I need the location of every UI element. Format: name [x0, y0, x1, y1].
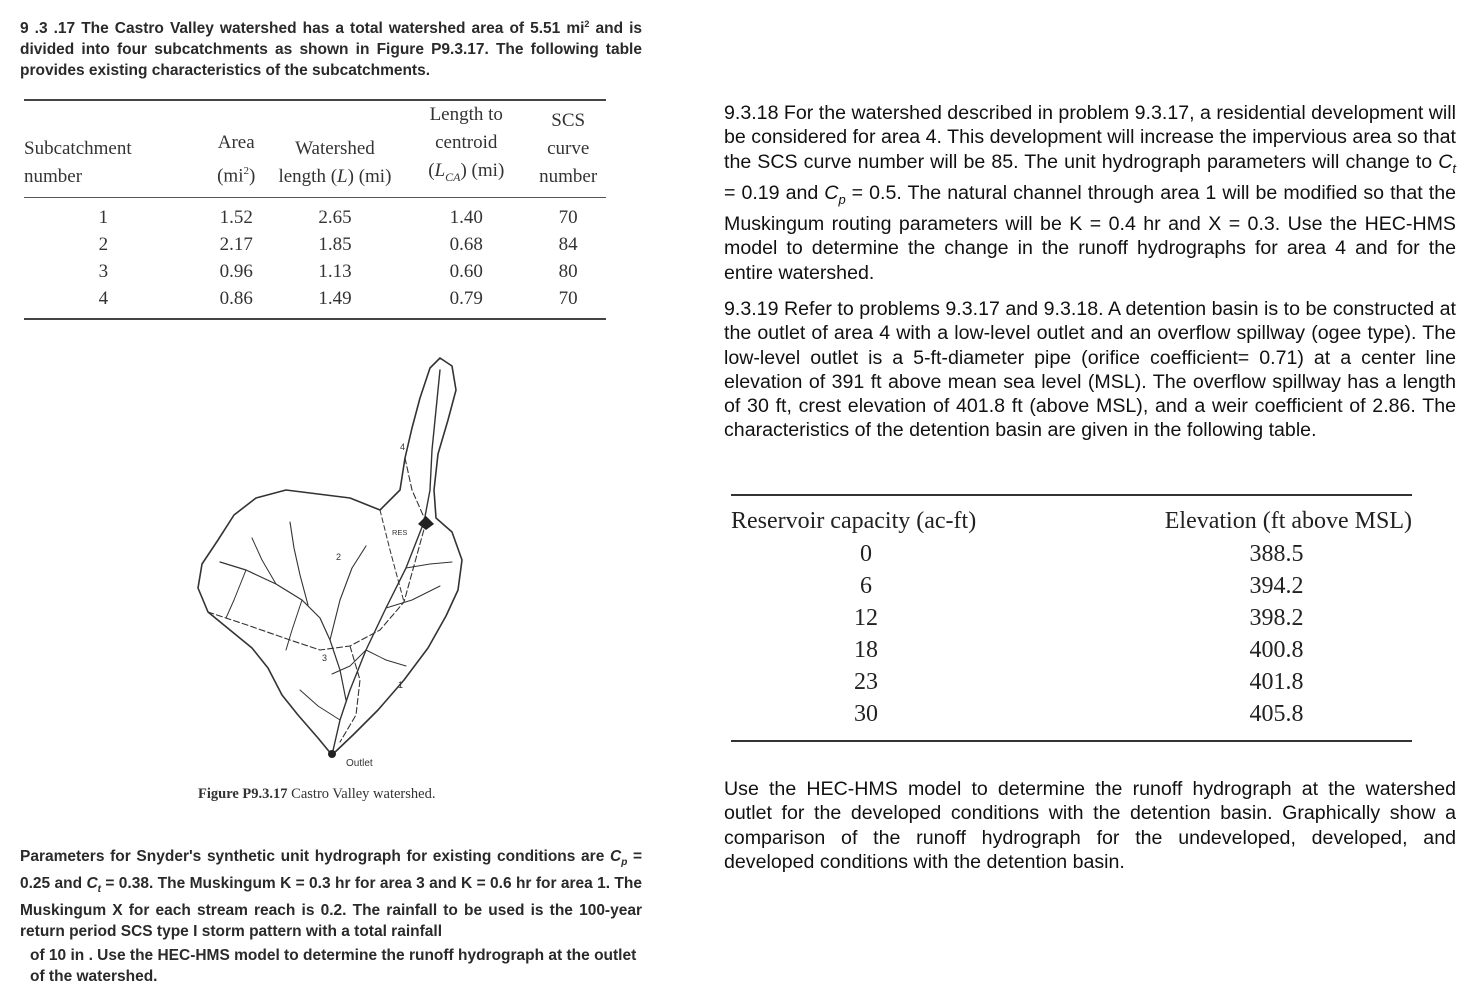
intro-text-a: 9 .3 .17 The Castro Valley watershed has a total watershed area of 5.51 mi [20, 20, 585, 38]
ct-symbol: C [86, 875, 98, 893]
header-italic: L [434, 160, 446, 181]
stream-a [252, 538, 276, 584]
subcatchment-table [24, 99, 606, 320]
cell-area: 1.52 [219, 206, 253, 228]
cell-watershed-length: 1.49 [318, 287, 352, 309]
problem-9-3-19: 9.3.19 Refer to problems 9.3.17 and 9.3.18. A detention basin is to be constructed at the outlet of area 4 with a low-level outlet and an overflow spillway (ogee type). The low-level outlet is a 5-ft-diameter pipe (orifice coefficient= 0.71) at a center line elevation of 391 ft above mean sea level (MSL). The overflow spillway has a length of 30 ft, crest elevation of 401.8 ft (above MSL), and a weir coefficient of 2.86. The characteristics of the detention basin are given in the following table. [724, 298, 1456, 442]
header-text: ) [248, 165, 256, 187]
cell-watershed-length: 2.65 [318, 206, 352, 228]
header-text: Watershed [295, 137, 375, 159]
intro-text-b: and is divided into four subcatchments as shown in Figure P9.3.17. The following table provides existing characteristics of the subcatchments. [20, 20, 642, 80]
outlet-label: Outlet [346, 758, 373, 769]
header-text: ) (mi) [460, 160, 505, 181]
header-sub: CA [445, 169, 461, 184]
header-text: curve [547, 137, 590, 159]
ct-symbol: C [1438, 150, 1453, 173]
figure-caption-id: Figure P9.3.17 [198, 786, 288, 802]
header-watershed-length [268, 101, 402, 191]
cell-subcatchment: 1 [98, 206, 109, 228]
sub-boundary-2-3 [208, 522, 426, 650]
problem-9-3-18 [724, 101, 1456, 285]
area-label-4: 4 [400, 442, 406, 452]
problem-9-3-17-task: of 10 in . Use the HEC-HMS model to determine the runoff hydrograph at the outlet of the watershed. [30, 947, 637, 985]
cell-length-to-centroid: 0.79 [449, 287, 483, 309]
area-label-1: 1 [398, 680, 404, 690]
cell-scs: 70 [558, 287, 578, 309]
header-scs [530, 101, 606, 191]
header-text: number [539, 165, 598, 187]
area-label-3: 3 [322, 653, 328, 663]
cell-capacity: 12 [854, 605, 878, 631]
cell-scs: 84 [558, 233, 578, 255]
header-elevation: Elevation (ft above MSL) [1164, 508, 1412, 534]
cell-scs: 80 [558, 260, 578, 282]
res-label: RES [392, 528, 408, 537]
stream-north [290, 522, 308, 605]
cell-length-to-centroid: 0.60 [449, 260, 483, 282]
cell-elevation: 388.5 [1249, 541, 1304, 567]
table-row [731, 698, 1412, 730]
params-text: Parameters for Snyder's synthetic unit hydrograph for existing conditions are [20, 848, 610, 865]
sub-boundary-extra [380, 510, 404, 602]
cell-capacity: 18 [854, 637, 878, 663]
ct-subscript: t [1452, 160, 1456, 176]
table-row [24, 285, 606, 312]
cell-elevation: 394.2 [1249, 573, 1304, 599]
stream-d [386, 586, 440, 608]
cp-subscript: p [621, 857, 628, 869]
cp-symbol: C [824, 181, 839, 204]
table-row [731, 538, 1412, 570]
cell-capacity: 6 [860, 573, 872, 599]
header-text: Subcatchment [24, 137, 132, 159]
table-row [731, 602, 1412, 634]
figure-caption [198, 786, 435, 803]
reservoir-marker [418, 516, 434, 530]
cell-watershed-length: 1.85 [318, 233, 352, 255]
header-text: Area [217, 132, 255, 154]
header-area [205, 101, 268, 191]
outlet-point [328, 750, 336, 758]
cell-capacity: 23 [854, 669, 878, 695]
cell-length-to-centroid: 1.40 [449, 206, 483, 228]
cell-elevation: 398.2 [1249, 605, 1304, 631]
header-text: Length to [429, 104, 503, 125]
area-label-2: 2 [336, 552, 342, 562]
header-subcatchment [24, 101, 205, 191]
cell-elevation: 405.8 [1249, 701, 1304, 727]
table-row [24, 231, 606, 258]
cell-area: 2.17 [219, 233, 253, 255]
cell-area: 0.86 [219, 287, 253, 309]
stream-west [220, 562, 346, 700]
reservoir-table [731, 494, 1412, 742]
header-text: (mi [217, 165, 244, 187]
sub-boundary-4 [405, 458, 426, 522]
cell-capacity: 30 [854, 701, 878, 727]
cell-length-to-centroid: 0.68 [449, 233, 483, 255]
ct-subscript: t [97, 884, 102, 896]
watershed-figure [190, 350, 470, 775]
cell-scs: 70 [558, 206, 578, 228]
p18-text: = 0.19 and [724, 181, 825, 204]
header-sup: 2 [243, 165, 249, 178]
stream-c [286, 600, 302, 650]
header-text: ( [428, 160, 435, 181]
table-row [24, 258, 606, 285]
problem-9-3-17-intro [20, 14, 642, 81]
intro-superscript: 2 [584, 19, 590, 29]
stream-g [300, 690, 340, 720]
problem-9-3-17-parameters [20, 846, 642, 942]
params-text: = 0.38. The Muskingum K = 0.3 hr for area 3 and K = 0.6 hr for area 1. The Muskingum X for each stream reach is 0.2. The rainfall to be used is the 100-year return period SCS type I storm pattern with a total rainfall [20, 875, 642, 941]
header-text: SCS [551, 109, 586, 131]
cell-subcatchment: 3 [98, 260, 109, 282]
table-row [731, 634, 1412, 666]
problem-9-3-19-task: Use the HEC-HMS model to determine the runoff hydrograph at the watershed outlet for the developed conditions with the detention basin. Graphically show a comparison of the runoff hydrograph for the undeveloped, developed, and developed conditions with the detention basin. [724, 778, 1456, 873]
header-length-to-centroid [402, 101, 530, 191]
header-text: ) (mi) [347, 165, 392, 187]
sub-boundary-1-3 [340, 646, 360, 742]
stream-h [366, 650, 406, 666]
cell-watershed-length: 1.13 [318, 260, 352, 282]
cell-elevation: 401.8 [1249, 669, 1304, 695]
cell-subcatchment: 2 [98, 233, 109, 255]
header-text: length ( [278, 165, 338, 187]
stream-main [332, 370, 440, 755]
header-text: number [24, 165, 83, 187]
table-row [731, 570, 1412, 602]
header-capacity: Reservoir capacity (ac-ft) [731, 508, 977, 534]
cell-capacity: 0 [860, 541, 872, 567]
table-row [731, 666, 1412, 698]
watershed-boundary [198, 358, 462, 755]
stream-e [406, 562, 452, 568]
header-text: centroid [435, 132, 498, 153]
params-text: = 0.25 and [20, 848, 643, 893]
cell-subcatchment: 4 [98, 287, 109, 309]
header-italic: L [337, 165, 348, 187]
cell-elevation: 400.8 [1249, 637, 1304, 663]
figure-caption-text: Castro Valley watershed. [291, 786, 436, 802]
p18-text: 9.3.18 For the watershed described in problem 9.3.17, a residential development will be considered for area 4. This development will increase the impervious area so that the SCS curve number will be 85. The unit hydrograph parameters will change to [724, 102, 1456, 173]
cp-symbol: C [609, 848, 622, 865]
p18-text: = 0.5. The natural channel through area 1 will be modified so that the Muskingum routing parameters will be K = 0.4 hr and X = 0.3. Use the HEC-HMS model to determine the change in the runoff hydrographs for area 4 and for the entire watershed. [724, 181, 1456, 284]
cp-subscript: p [838, 191, 846, 207]
cell-area: 0.96 [219, 260, 253, 282]
table-row [24, 204, 606, 231]
stream-b [226, 570, 246, 618]
